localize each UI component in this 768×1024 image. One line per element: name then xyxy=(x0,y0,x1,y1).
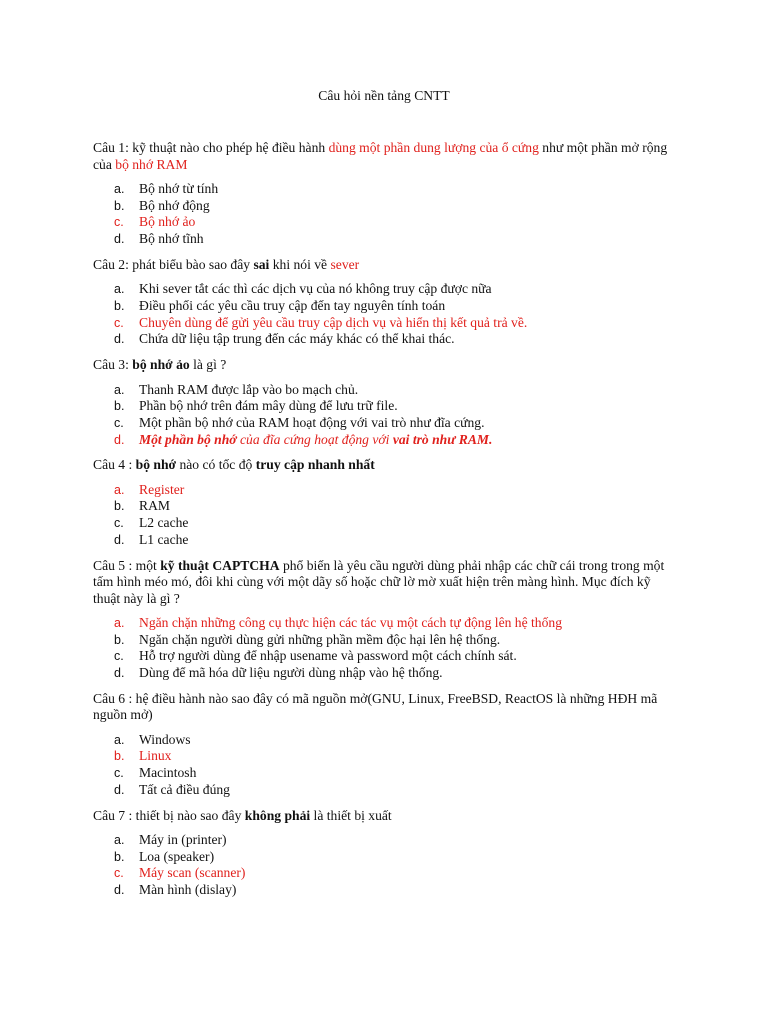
answer-option-a xyxy=(93,382,673,399)
question-2-text xyxy=(93,257,673,274)
option-text: RAM xyxy=(139,498,170,514)
question-bold: không phải xyxy=(244,807,311,823)
option-letter: c. xyxy=(114,516,124,531)
answer-option-c xyxy=(93,765,673,782)
question-text-part: phổ biến là yêu cầu người dùng phải nhập các chữ cái trong trong một tấm hình méo mó, đôi khi cùng với một dãy số hoặc chữ lờ mờ xuất hiện trên màng hình. Mục đích kỹ thuật này là gì ? xyxy=(93,557,665,606)
option-letter: d. xyxy=(114,232,125,247)
option-text: Máy scan (scanner) xyxy=(139,865,246,881)
question-text-part: nào có tốc độ xyxy=(176,457,256,473)
option-letter: d. xyxy=(114,432,125,447)
answer-option-b-correct xyxy=(93,748,673,765)
option-text: Ngăn chặn những công cụ thực hiện các tác vụ một cách tự động lên hệ thống xyxy=(139,615,562,630)
question-text-part: là gì ? xyxy=(189,357,227,372)
question-7 xyxy=(93,808,673,899)
answer-option-a-correct xyxy=(93,615,673,632)
answer-option-b xyxy=(93,498,673,515)
answer-option-c xyxy=(93,648,673,665)
question-5-text xyxy=(93,558,673,608)
question-3 xyxy=(93,357,673,448)
option-text: Linux xyxy=(139,748,172,764)
question-bold: bộ nhớ xyxy=(135,457,177,473)
option-letter: c. xyxy=(114,649,124,664)
answer-list xyxy=(93,281,673,348)
option-letter: a. xyxy=(114,282,125,297)
question-bold: bộ nhớ ảo xyxy=(132,357,190,372)
option-text: Chứa dữ liệu tập trung đến các máy khác có thể khai thác. xyxy=(139,331,455,347)
answer-option-b xyxy=(93,298,673,315)
answer-option-a-correct xyxy=(93,482,673,499)
answer-option-d xyxy=(93,532,673,549)
answer-option-b xyxy=(93,398,673,415)
answer-option-d xyxy=(93,231,673,248)
answer-option-c-correct xyxy=(93,865,673,882)
question-6-text xyxy=(93,691,673,724)
option-text: Chuyên dùng để gửi yêu cầu truy cập dịch vụ và hiển thị kết quả trả về. xyxy=(139,314,528,330)
question-text-part: Câu 2: phát biểu bào sao đây xyxy=(93,256,254,272)
question-6 xyxy=(93,691,673,799)
question-text-part: Câu 4 : xyxy=(93,457,136,473)
answer-option-c xyxy=(93,415,673,432)
option-letter: a. xyxy=(114,182,125,196)
answer-option-c-correct xyxy=(93,214,673,231)
option-text: Loa (speaker) xyxy=(139,848,215,864)
option-text: Bộ nhớ tĩnh xyxy=(139,231,204,247)
document-body xyxy=(93,140,673,908)
option-letter: b. xyxy=(114,632,125,647)
option-text-bold-italic: Một phần bộ nhớ xyxy=(139,431,237,447)
question-highlight: dùng một phần dung lượng của ổ cứng xyxy=(328,140,539,155)
option-letter: a. xyxy=(114,732,125,747)
answer-option-a xyxy=(93,181,673,198)
option-text: Hỗ trợ người dùng để nhập usename và password một cách chính sát. xyxy=(139,648,517,664)
question-text-part: Câu 7 : thiết bị nào sao đây xyxy=(93,807,245,823)
option-text: Ngăn chặn người dùng gửi những phần mềm độc hại lên hệ thống. xyxy=(139,631,501,647)
option-letter: a. xyxy=(114,382,125,397)
answer-option-d xyxy=(93,782,673,799)
answer-list xyxy=(93,482,673,549)
question-text-part: như một phần mở rộng của xyxy=(93,140,668,172)
option-letter: a. xyxy=(114,616,125,630)
option-text: Bộ nhớ từ tính xyxy=(139,181,219,196)
option-text: Máy in (printer) xyxy=(139,832,227,847)
answer-option-b xyxy=(93,849,673,866)
option-text: Dùng để mã hóa dữ liệu người dùng nhập vào hệ thống. xyxy=(139,665,443,681)
option-text: Windows xyxy=(139,731,191,747)
option-letter: b. xyxy=(114,298,125,313)
option-letter: b. xyxy=(114,499,125,514)
answer-option-c-correct xyxy=(93,315,673,332)
option-text: Tất cả điều đúng xyxy=(139,781,230,797)
answer-list xyxy=(93,382,673,449)
option-letter: b. xyxy=(114,849,125,864)
answer-option-d xyxy=(93,665,673,682)
answer-option-d xyxy=(93,331,673,348)
answer-option-c xyxy=(93,515,673,532)
option-text: Khi sever tắt các thì các dịch vụ của nó không truy cập được nữa xyxy=(139,281,492,297)
answer-option-a xyxy=(93,281,673,298)
question-text-part: Câu 6 : hệ điều hành nào sao đây có mã nguồn mở(GNU, Linux, FreeBSD, ReactOS là những HĐH mã nguồn mở) xyxy=(93,690,658,723)
answer-option-b xyxy=(93,632,673,649)
option-text: Bộ nhớ động xyxy=(139,197,210,213)
option-text: L2 cache xyxy=(139,515,189,531)
option-text-italic: của đĩa cứng hoạt động với xyxy=(236,431,393,447)
question-text-part: là thiết bị xuất xyxy=(310,807,392,823)
answer-list xyxy=(93,615,673,682)
document-title: Câu hỏi nền tảng CNTT xyxy=(318,88,450,103)
answer-list xyxy=(93,832,673,899)
option-letter: d. xyxy=(114,782,125,797)
option-letter: d. xyxy=(114,532,125,547)
option-text: Register xyxy=(139,481,185,497)
question-highlight: sever xyxy=(330,256,360,272)
option-text: Màn hình (dislay) xyxy=(139,882,237,898)
answer-option-a xyxy=(93,732,673,749)
answer-list xyxy=(93,181,673,248)
question-text-part: Câu 1: kỹ thuật nào cho phép hệ điều hành xyxy=(93,140,329,155)
answer-option-d xyxy=(93,882,673,899)
question-1 xyxy=(93,140,673,248)
question-1-text xyxy=(93,140,673,173)
question-text-part: khi nói về xyxy=(269,256,331,272)
option-letter: a. xyxy=(114,833,125,847)
question-highlight: bộ nhớ RAM xyxy=(115,156,188,172)
option-letter: c. xyxy=(114,766,124,781)
answer-option-b xyxy=(93,198,673,215)
answer-option-d-correct xyxy=(93,432,673,449)
question-7-text xyxy=(93,808,673,825)
option-text: Thanh RAM được lắp vào bo mạch chủ. xyxy=(139,381,359,397)
option-text: L1 cache xyxy=(139,531,189,547)
question-3-text xyxy=(93,357,673,374)
option-text: Một phần bộ nhớ của RAM hoạt động với vai trò như đĩa cứng. xyxy=(139,414,485,430)
question-4 xyxy=(93,457,673,548)
option-text: Macintosh xyxy=(139,765,197,781)
option-letter: c. xyxy=(114,215,124,230)
option-letter: c. xyxy=(114,415,124,430)
option-letter: b. xyxy=(114,198,125,213)
option-letter: d. xyxy=(114,666,125,681)
option-text: Điều phối các yêu cầu truy cập đến tay nguyên tính toán xyxy=(139,297,446,313)
question-2 xyxy=(93,257,673,348)
option-letter: d. xyxy=(114,332,125,347)
answer-option-a xyxy=(93,832,673,849)
question-4-text xyxy=(93,457,673,474)
option-text-bold-italic: vai trò như RAM. xyxy=(392,431,493,447)
question-text-part: Câu 5 : một xyxy=(93,557,161,573)
option-letter: b. xyxy=(114,399,125,414)
question-bold: kỹ thuật CAPTCHA xyxy=(160,557,280,573)
option-text: Bộ nhớ ảo xyxy=(139,214,196,230)
question-5 xyxy=(93,558,673,682)
question-bold: sai xyxy=(253,256,270,272)
answer-list xyxy=(93,732,673,799)
question-text-part: Câu 3: xyxy=(93,357,133,372)
option-text: Phần bộ nhớ trên đám mây dùng để lưu trữ file. xyxy=(139,398,398,414)
option-letter: b. xyxy=(114,749,125,764)
option-letter: d. xyxy=(114,883,125,898)
option-letter: c. xyxy=(114,866,124,881)
option-letter: c. xyxy=(114,315,124,330)
option-letter: a. xyxy=(114,482,125,497)
question-bold: truy cập nhanh nhất xyxy=(255,457,375,473)
